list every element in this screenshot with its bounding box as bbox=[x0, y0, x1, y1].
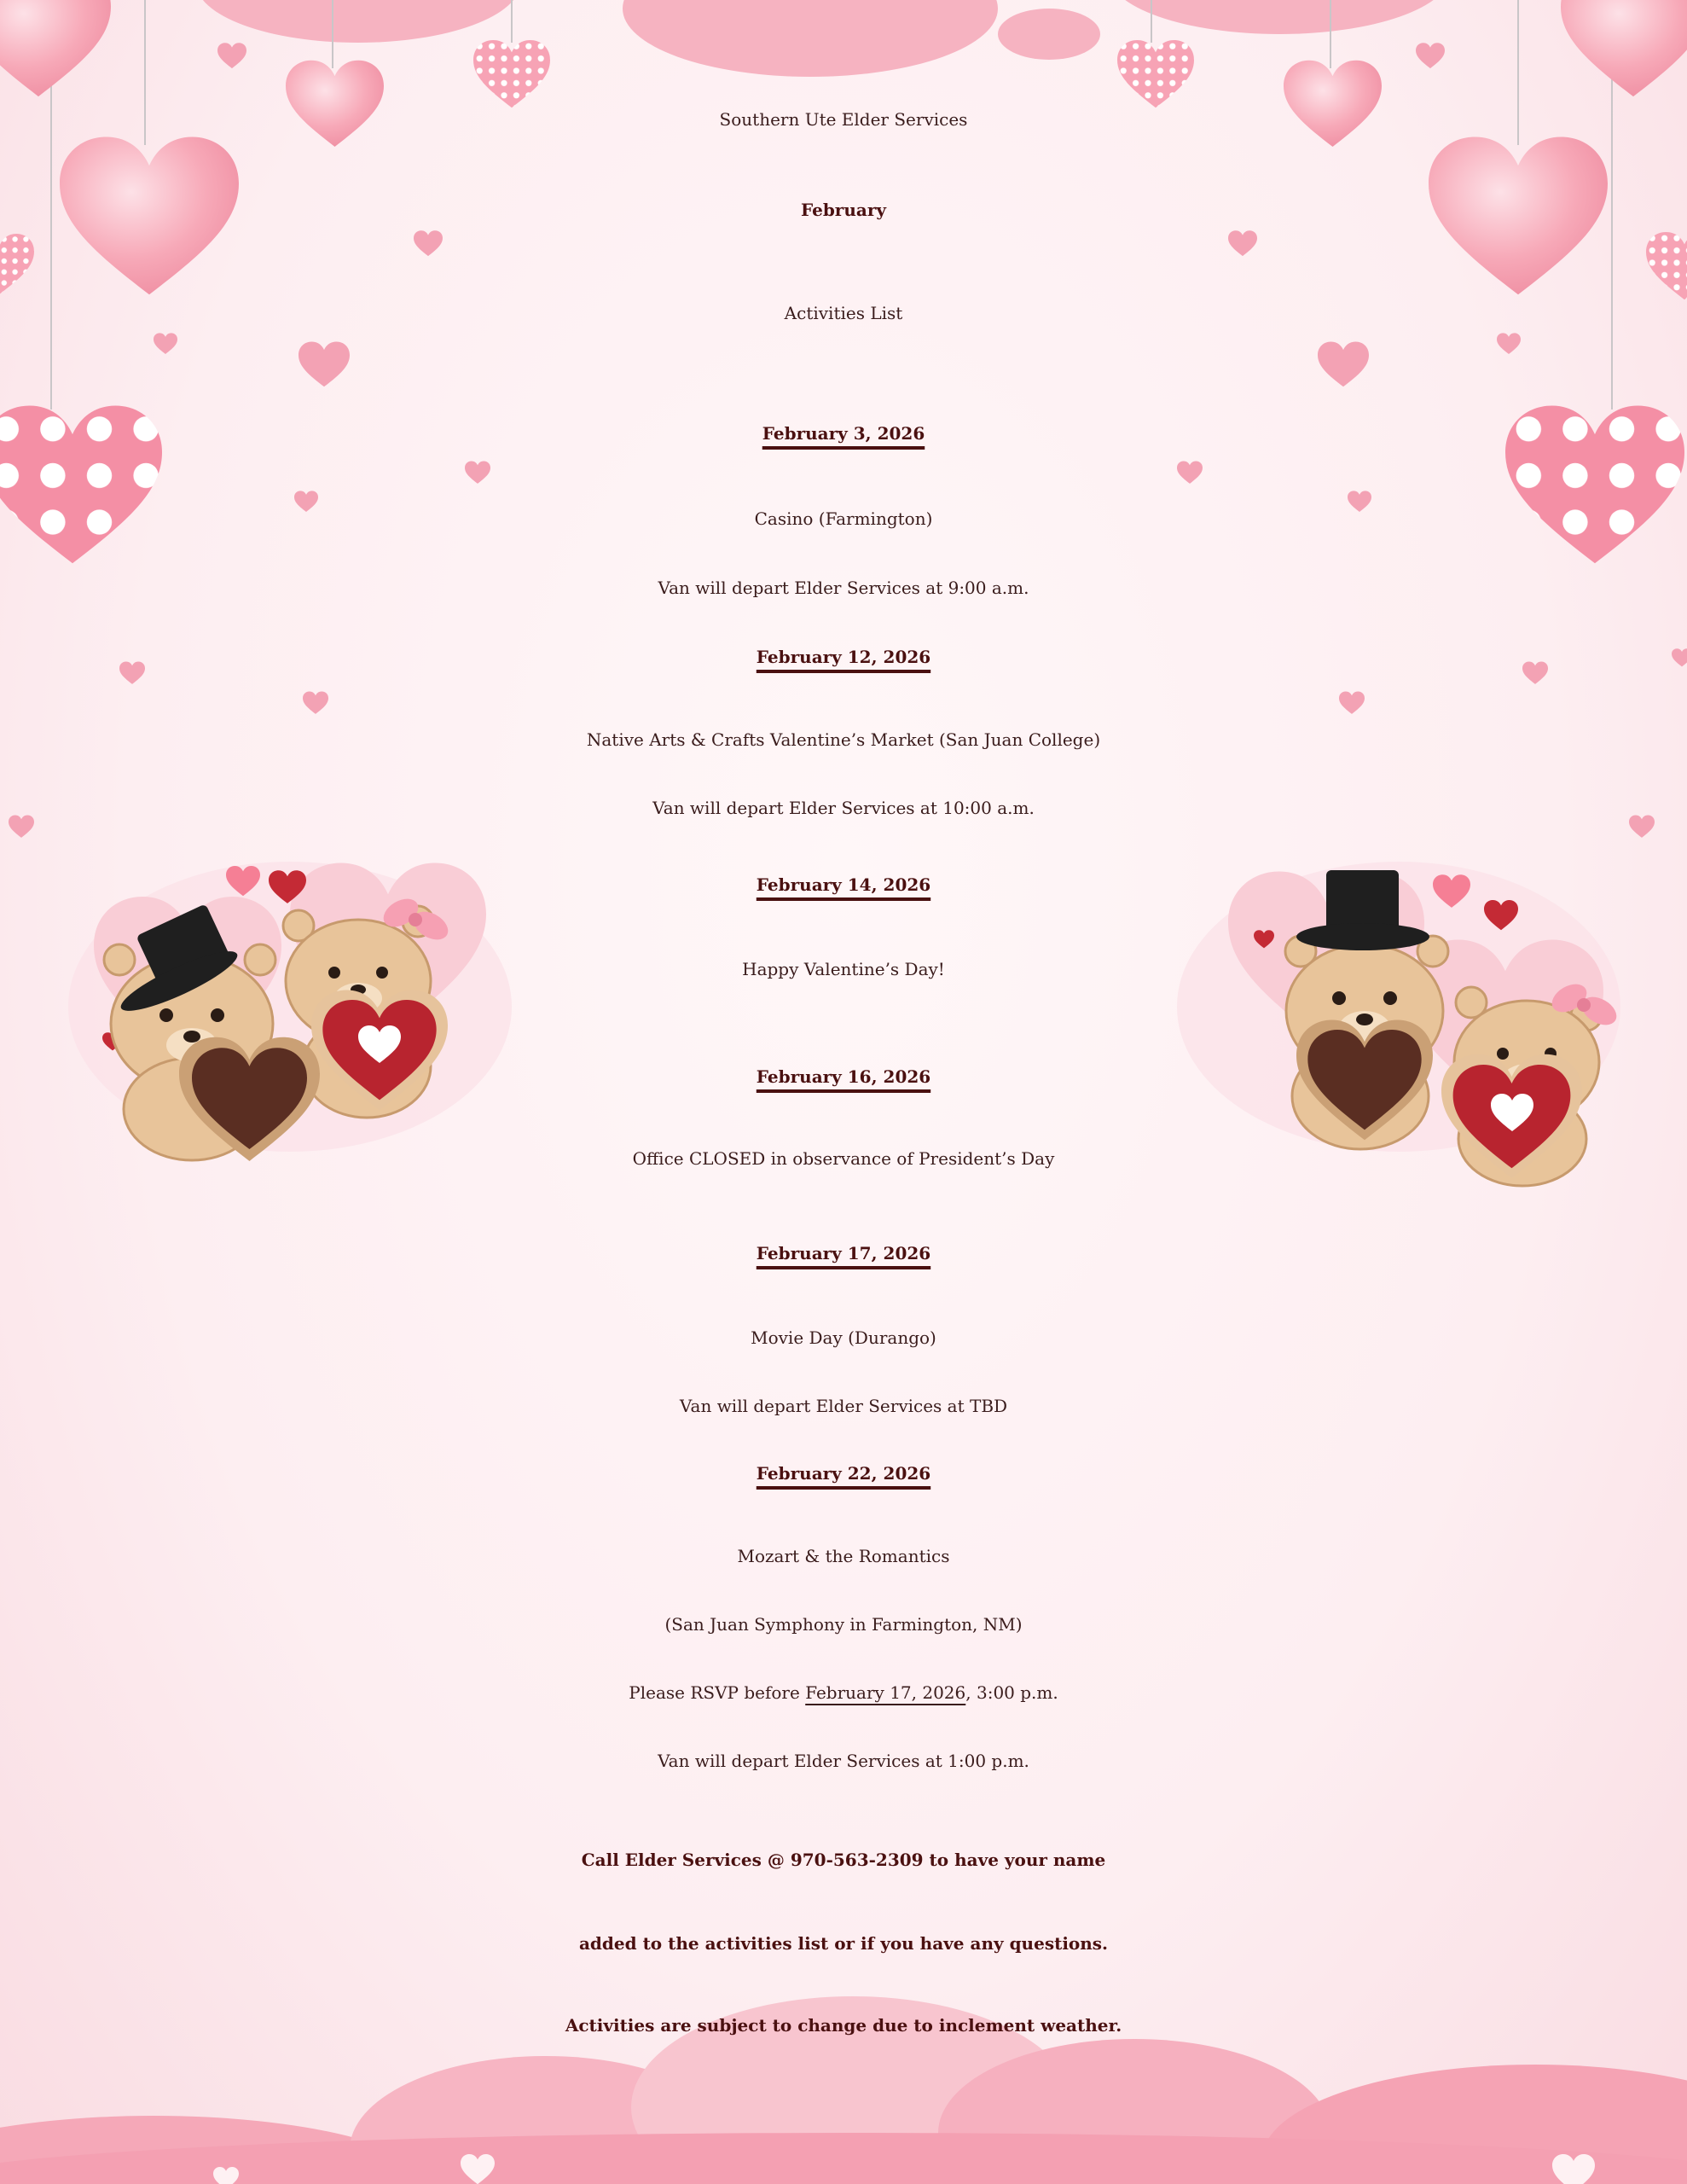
event-line: Mozart & the Romantics bbox=[737, 1546, 950, 1566]
month-heading: February bbox=[800, 200, 886, 220]
org-title: Southern Ute Elder Services bbox=[719, 109, 968, 130]
event-date: February 22, 2026 bbox=[756, 1463, 931, 1484]
event-line: Van will depart Elder Services at 1:00 p.m. bbox=[658, 1751, 1029, 1771]
event-line: Casino (Farmington) bbox=[754, 508, 933, 529]
rsvp-suffix: , 3:00 p.m. bbox=[965, 1682, 1058, 1703]
event-line: Van will depart Elder Services at TBD bbox=[679, 1396, 1008, 1416]
event-date: February 3, 2026 bbox=[762, 423, 925, 444]
event-date: February 14, 2026 bbox=[756, 874, 931, 895]
event-line: Office CLOSED in observance of President’s Day bbox=[632, 1148, 1055, 1169]
rsvp-line bbox=[0, 1682, 1687, 1703]
event-line: Movie Day (Durango) bbox=[751, 1327, 936, 1348]
footer-line: added to the activities list or if you have any questions. bbox=[578, 1933, 1109, 1954]
footer-line: Call Elder Services @ 970-563-2309 to have your name bbox=[581, 1850, 1106, 1870]
event-line: Happy Valentine’s Day! bbox=[742, 959, 945, 979]
event-date: February 17, 2026 bbox=[756, 1243, 931, 1263]
event-line: Van will depart Elder Services at 10:00 a.m. bbox=[652, 798, 1035, 818]
event-line: Van will depart Elder Services at 9:00 a.m. bbox=[658, 578, 1029, 598]
event-line: Native Arts & Crafts Valentine’s Market (San Juan College) bbox=[586, 729, 1101, 750]
event-date: February 16, 2026 bbox=[756, 1066, 931, 1087]
subtitle: Activities List bbox=[784, 303, 903, 323]
event-date: February 12, 2026 bbox=[756, 647, 931, 667]
rsvp-prefix: Please RSVP before bbox=[629, 1682, 806, 1703]
event-line: (San Juan Symphony in Farmington, NM) bbox=[664, 1614, 1023, 1635]
rsvp-date: February 17, 2026 bbox=[805, 1682, 966, 1703]
footer-line: Activities are subject to change due to inclement weather. bbox=[565, 2015, 1122, 2036]
